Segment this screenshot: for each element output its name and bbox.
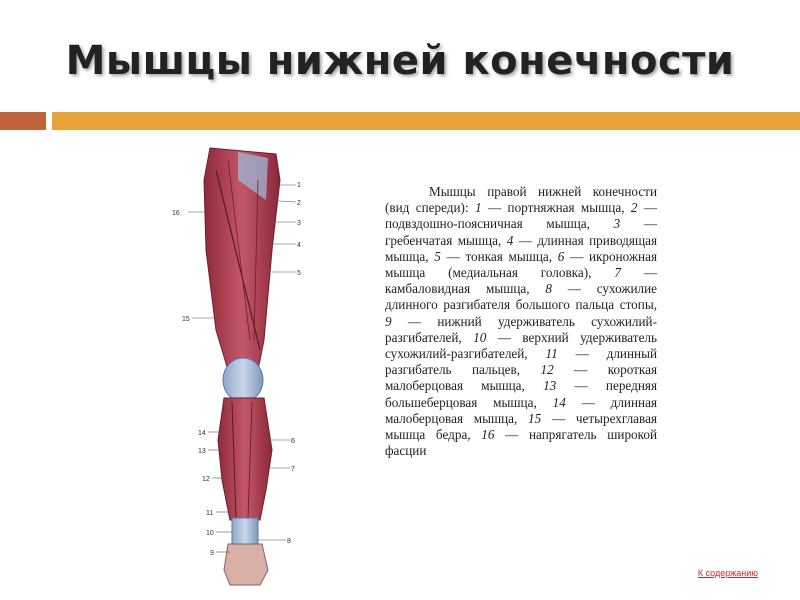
caption-item: 9 — нижний удерживатель сухожилий-разгибателей,: [385, 313, 657, 345]
figure-label: 8: [287, 538, 291, 545]
caption-item: 6 — икроножная мышца (медиальная головка),: [385, 248, 658, 281]
figure-label: 10: [206, 530, 214, 537]
figure-label: 6: [291, 438, 295, 445]
figure-label: 2: [297, 200, 301, 207]
caption-item: 15 — четырехглавая мышца бедра,: [385, 410, 658, 443]
caption-item: 1 — портняжная мышца,: [475, 200, 625, 216]
caption-item: 16 — напрягатель широкой фасции: [385, 427, 658, 459]
caption-item: 10 — верхний удерживатель сухожилий-разгибателей,: [385, 329, 658, 362]
caption-item: 4 — длинная приводящая мышца,: [385, 232, 658, 264]
caption-item: 14 — длинная малоберцовая мышца,: [385, 394, 658, 426]
figure-label: 7: [291, 466, 295, 473]
caption-item: 3 — гребенчатая мышца,: [385, 216, 657, 248]
caption-item: 11 — длинный разгибатель пальцев,: [385, 346, 658, 378]
caption-item: 2 — подвздошно-поясничная мышца,: [385, 200, 658, 232]
figure-label: 12: [202, 476, 210, 483]
figure-label: 15: [182, 316, 190, 323]
accent-bar-left: [0, 112, 46, 130]
figure-label: 14: [198, 430, 206, 437]
caption-item: 7 — камбаловидная мышца,: [385, 265, 657, 297]
caption-heading: Мышцы правой нижней конечности (вид спереди):: [385, 184, 657, 216]
caption-item: 12 — короткая малоберцовая мышца,: [385, 362, 658, 394]
figure-label: 1: [297, 182, 301, 189]
slide-title: Мышцы нижней конечности: [65, 38, 735, 84]
leg-muscles-illustration: [168, 140, 318, 590]
figure-label: 4: [297, 242, 301, 249]
figure-label: 13: [198, 448, 206, 455]
figure-label: 16: [172, 210, 180, 217]
figure-label: 3: [297, 220, 301, 227]
figure-caption: [385, 184, 657, 459]
caption-item: 8 — сухожилие длинного разгибателя большого пальца стопы,: [385, 281, 657, 313]
figure-label: 11: [206, 510, 214, 517]
accent-bar-right: [52, 112, 800, 130]
contents-link[interactable]: К содержанию: [697, 568, 758, 578]
caption-item: 13 — передняя большеберцовая мышца,: [385, 378, 658, 410]
figure-label: 5: [297, 270, 301, 277]
caption-item: 5 — тонкая мышца,: [434, 248, 553, 264]
figure-label: 9: [210, 550, 214, 557]
